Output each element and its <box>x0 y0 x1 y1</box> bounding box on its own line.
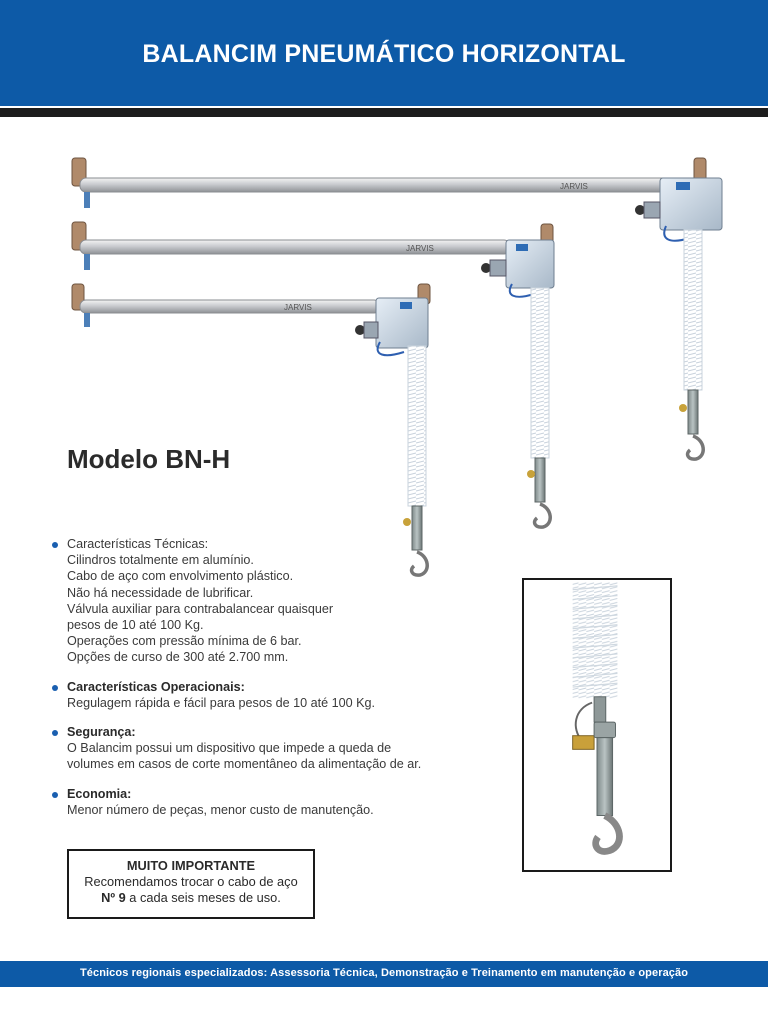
hook-detail-image <box>524 580 670 870</box>
feature-economy <box>52 786 482 818</box>
notice-line-1: Recomendamos trocar o cabo de aço <box>84 874 298 889</box>
feature-line: Regulagem rápida e fácil para pesos de 10 até 100 Kg. <box>67 695 376 710</box>
feature-heading: Características Técnicas: <box>67 537 209 551</box>
feature-heading: Características Operacionais: <box>67 679 245 694</box>
brand-mark-3: JARVIS <box>284 303 312 312</box>
footer-text: Técnicos regionais especializados: Assessoria Técnica, Demonstração e Treinamento em manutenção e operação <box>79 967 689 979</box>
feature-line: Opções de curso de 300 até 2.700 mm. <box>67 650 289 665</box>
model-title: Modelo BN-H <box>67 444 231 474</box>
balancer-medium <box>72 222 554 527</box>
important-notice <box>67 849 315 919</box>
header-divider <box>0 108 768 117</box>
bullet-icon <box>52 730 58 736</box>
feature-line: Cilindros totalmente em alumínio. <box>67 553 254 568</box>
detail-photo <box>522 578 672 872</box>
feature-technical <box>52 536 482 666</box>
feature-heading: Segurança: <box>67 725 136 740</box>
bullet-icon <box>52 792 58 798</box>
page-title: BALANCIM PNEUMÁTICO HORIZONTAL <box>142 40 626 68</box>
feature-line: volumes em casos de corte momentâneo da alimentação de ar. <box>67 757 422 772</box>
cable-number: Nº 9 <box>101 890 126 905</box>
brand-mark-1: JARVIS <box>560 182 588 191</box>
feature-operational <box>52 679 482 711</box>
feature-line: Válvula auxiliar para contrabalancear quaisquer <box>67 601 334 616</box>
notice-line-2-rest: a cada seis meses de uso. <box>125 890 281 905</box>
bullet-icon <box>52 685 58 691</box>
feature-heading: Economia: <box>67 786 132 801</box>
bullet-icon <box>52 542 58 548</box>
balancer-short <box>72 284 430 575</box>
feature-line: pesos de 10 até 100 Kg. <box>67 618 204 633</box>
feature-line: Não há necessidade de lubrificar. <box>67 585 254 600</box>
header-bar <box>0 0 768 106</box>
notice-title: MUITO IMPORTANTE <box>126 858 256 873</box>
features-list <box>52 536 482 831</box>
feature-line: Menor número de peças, menor custo de manutenção. <box>67 802 374 817</box>
product-illustration <box>0 120 768 590</box>
brand-mark-2: JARVIS <box>406 244 434 253</box>
feature-line: Operações com pressão mínima de 6 bar. <box>67 634 302 649</box>
feature-safety <box>52 724 482 773</box>
notice-line-2 <box>101 890 281 905</box>
footer-bar <box>0 961 768 987</box>
feature-line: O Balancim possui um dispositivo que impede a queda de <box>67 741 392 756</box>
feature-line: Cabo de aço com envolvimento plástico. <box>67 569 294 584</box>
